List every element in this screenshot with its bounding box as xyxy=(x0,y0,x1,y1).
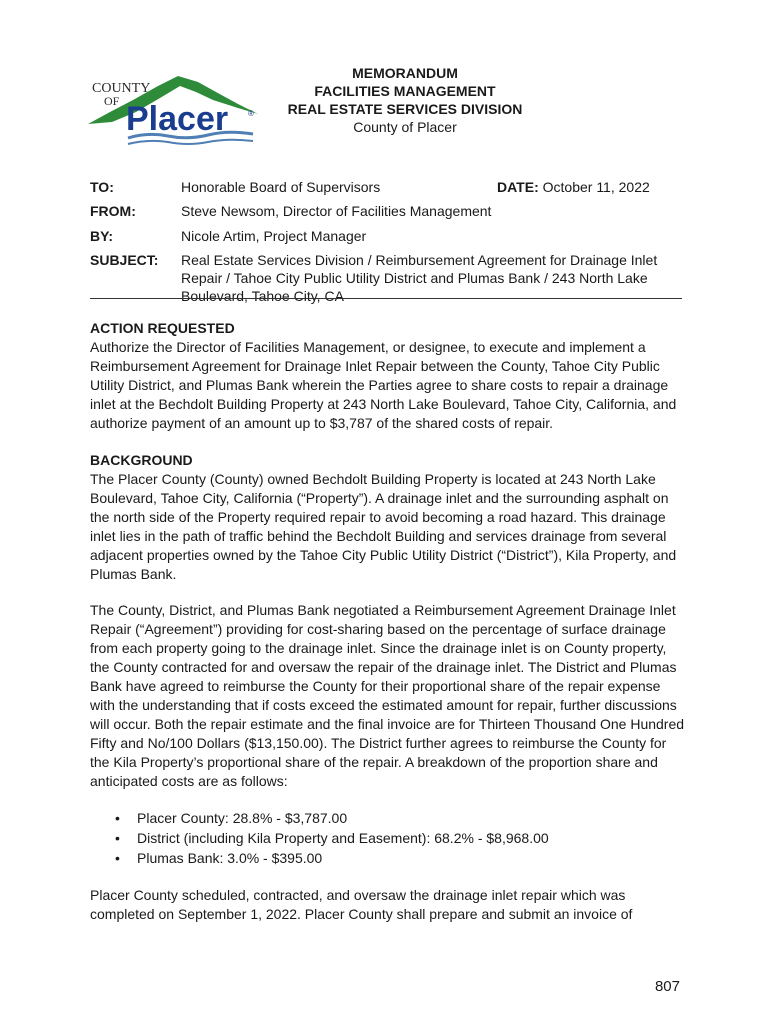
list-item: • Placer County: 28.8% - $3,787.00 xyxy=(90,808,686,828)
to-value: Honorable Board of Supervisors xyxy=(181,179,381,195)
date-label: DATE: xyxy=(497,179,539,195)
action-requested-text: Authorize the Director of Facilities Management, or designee, to execute and implement a Reimbursement Agreement for Drainage Inlet Repair between the County, Tahoe City Public Utility District, and Plumas Bank wherein the Parties agree to share costs to repair a drainage inlet at the Bechdolt Building Property at 243 North Lake Boulevard, Tahoe City, California, and authorize payment of an amount up to $3,787 of the shared costs of repair. xyxy=(90,339,677,431)
from-value: Steve Newsom, Director of Facilities Management xyxy=(181,203,492,219)
by-label: BY: xyxy=(90,228,114,244)
by-value: Nicole Artim, Project Manager xyxy=(181,228,367,244)
page-number: 807 xyxy=(654,978,680,995)
action-requested-heading: ACTION REQUESTED xyxy=(90,320,235,336)
logo-registered-mark: ® xyxy=(248,109,254,118)
date-row xyxy=(497,178,650,196)
placer-logo-graphic xyxy=(88,72,263,150)
background-paragraph-2: The County, District, and Plumas Bank negotiated a Reimbursement Agreement Drainage Inlet Repair (“Agreement”) providing for cost-sharing based on the percentage of surface drainage from each property going to the drainage inlet. Since the drainage inlet is on County property, the County contracted for and oversaw the repair of the drainage inlet. The District and Plumas Bank have agreed to reimburse the County for their proportional share of the repair expense with the understanding that if costs exceed the estimated amount for repair, further discussions will occur. Both the repair estimate and the final invoice are for Thirteen Thousand One Hundred Fifty and No/100 Dollars ($13,150.00). The District further agrees to reimburse the County for the Kila Property’s proportional share of the repair. A breakdown of the proportion share and anticipated costs are as follows: xyxy=(90,602,685,789)
date-value: October 11, 2022 xyxy=(542,179,650,195)
to-label: TO: xyxy=(90,179,114,195)
from-label: FROM: xyxy=(90,203,136,219)
memo-department: FACILITIES MANAGEMENT xyxy=(314,83,496,99)
background-heading: BACKGROUND xyxy=(90,452,193,468)
memo-division: REAL ESTATE SERVICES DIVISION xyxy=(287,101,523,117)
action-requested-section xyxy=(90,319,686,433)
background-paragraph-3: Placer County scheduled, contracted, and oversaw the drainage inlet repair which was completed on September 1, 2022. Placer County shall prepare and submit an invoice of xyxy=(90,887,633,922)
memo-title: MEMORANDUM xyxy=(352,65,458,81)
subject-value: Real Estate Services Division / Reimbursement Agreement for Drainage Inlet Repair / Tahoe City Public Utility District and Plumas Bank / 243 North Lake Boulevard, Tahoe City, CA xyxy=(181,252,658,304)
logo-water-wave xyxy=(128,140,253,144)
logo-county-text: COUNTY xyxy=(92,81,151,96)
logo-of-text: OF xyxy=(104,94,120,108)
cost-breakdown-list xyxy=(90,808,686,868)
list-item: • Plumas Bank: 3.0% - $395.00 xyxy=(90,848,686,868)
subject-label: SUBJECT: xyxy=(90,252,159,268)
header-divider xyxy=(90,298,682,299)
county-of-placer-logo xyxy=(88,72,263,150)
background-paragraph-1: The Placer County (County) owned Bechdolt Building Property is located at 243 North Lake Boulevard, Tahoe City, California (“Property”). A drainage inlet and the surrounding asphalt on the north side of the Property required repair to avoid becoming a road hazard. This drainage inlet lies in the path of traffic behind the Bechdolt Building and services drainage from several adjacent properties owned by the Tahoe City Public Utility District (“District”), Kila Property, and Plumas Bank. xyxy=(90,471,677,582)
background-section xyxy=(90,451,686,584)
logo-placer-text: Placer xyxy=(126,100,229,138)
list-item: • District (including Kila Property and Easement): 68.2% - $8,968.00 xyxy=(90,828,686,848)
memo-organization: County of Placer xyxy=(353,119,457,135)
